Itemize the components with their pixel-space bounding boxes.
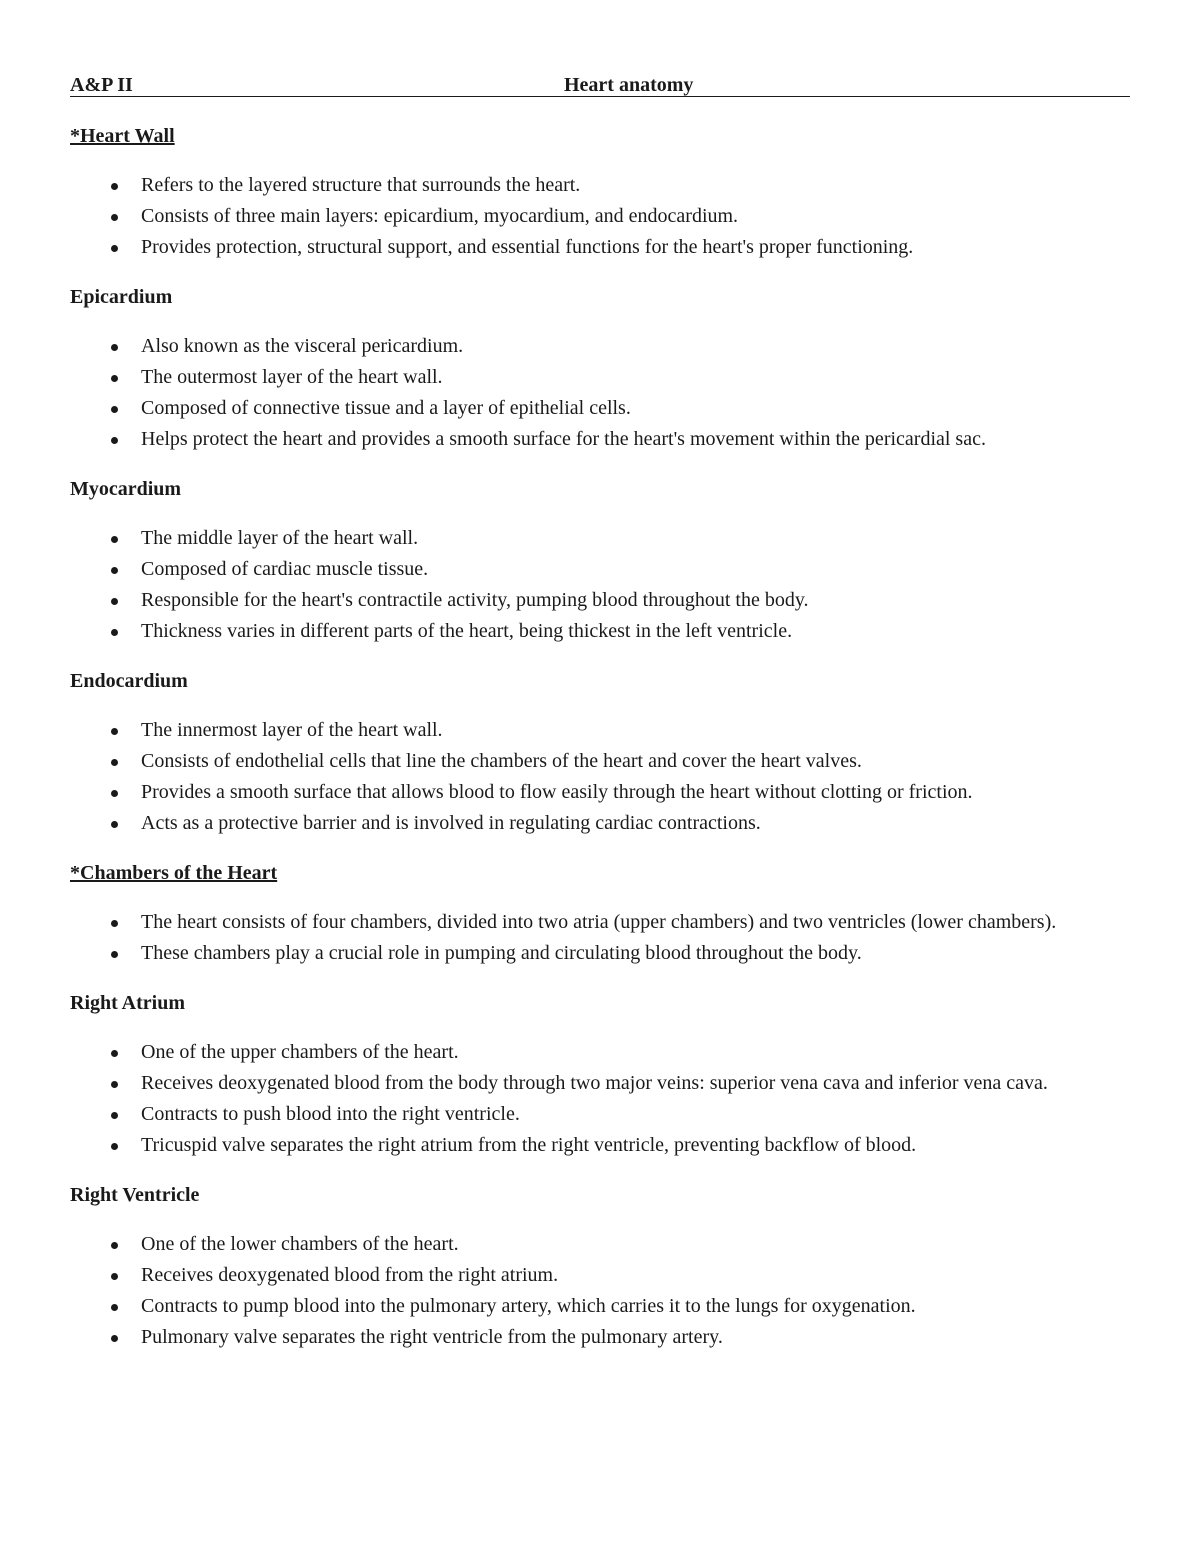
section	[70, 475, 1130, 667]
bullet-text: The outermost layer of the heart wall.	[141, 366, 443, 388]
bullet-dot-icon	[111, 1273, 118, 1280]
page-header	[70, 74, 1130, 97]
bullet-item	[70, 393, 1120, 424]
section	[70, 989, 1130, 1181]
bullet-dot-icon	[111, 1335, 118, 1342]
bullet-item	[70, 616, 1120, 647]
bullet-dot-icon	[111, 920, 118, 927]
bullet-list	[70, 331, 1130, 455]
bullet-dot-icon	[111, 245, 118, 252]
bullet-item	[70, 424, 1120, 455]
bullet-text: The heart consists of four chambers, divided into two atria (upper chambers) and two ventricles (lower chambers).	[141, 911, 1057, 933]
bullet-text: Refers to the layered structure that surrounds the heart.	[141, 174, 581, 196]
bullet-text: Contracts to pump blood into the pulmonary artery, which carries it to the lungs for oxygenation.	[141, 1295, 916, 1317]
bullet-text: The innermost layer of the heart wall.	[141, 719, 443, 741]
bullet-list	[70, 715, 1130, 839]
bullet-dot-icon	[111, 437, 118, 444]
bullet-item	[70, 1130, 1120, 1161]
bullet-item	[70, 808, 1120, 839]
bullet-item	[70, 715, 1120, 746]
bullet-dot-icon	[111, 1143, 118, 1150]
bullet-text: Tricuspid valve separates the right atrium from the right ventricle, preventing backflow of blood.	[141, 1134, 917, 1156]
section-heading: Epicardium	[70, 286, 173, 308]
bullet-dot-icon	[111, 951, 118, 958]
bullet-text: Thickness varies in different parts of the heart, being thickest in the left ventricle.	[141, 620, 793, 642]
bullet-item	[70, 1229, 1120, 1260]
bullet-item	[70, 907, 1120, 938]
bullet-text: Helps protect the heart and provides a smooth surface for the heart's movement within the pericardial sac.	[141, 428, 986, 450]
section-heading: Right Ventricle	[70, 1184, 200, 1206]
section	[70, 283, 1130, 475]
document-body	[70, 122, 1130, 1373]
bullet-text: Receives deoxygenated blood from the right atrium.	[141, 1264, 559, 1286]
section	[70, 122, 1130, 283]
section	[70, 667, 1130, 859]
bullet-text: Also known as the visceral pericardium.	[141, 335, 464, 357]
bullet-text: These chambers play a crucial role in pumping and circulating blood throughout the body.	[141, 942, 862, 964]
bullet-text: The middle layer of the heart wall.	[141, 527, 419, 549]
bullet-text: Consists of three main layers: epicardium, myocardium, and endocardium.	[141, 205, 739, 227]
bullet-item	[70, 1291, 1120, 1322]
bullet-text: Acts as a protective barrier and is involved in regulating cardiac contractions.	[141, 812, 761, 834]
bullet-item	[70, 232, 1120, 263]
bullet-item	[70, 554, 1120, 585]
bullet-dot-icon	[111, 1050, 118, 1057]
bullet-dot-icon	[111, 567, 118, 574]
bullet-dot-icon	[111, 821, 118, 828]
section-heading: *Heart Wall	[70, 125, 175, 147]
bullet-list	[70, 907, 1130, 969]
bullet-item	[70, 585, 1120, 616]
bullet-item	[70, 1037, 1120, 1068]
bullet-text: Contracts to push blood into the right ventricle.	[141, 1103, 520, 1125]
bullet-dot-icon	[111, 1304, 118, 1311]
section	[70, 859, 1130, 989]
bullet-item	[70, 746, 1120, 777]
page-title: Heart anatomy	[564, 74, 694, 96]
bullet-text: One of the upper chambers of the heart.	[141, 1041, 459, 1063]
bullet-dot-icon	[111, 759, 118, 766]
bullet-item	[70, 331, 1120, 362]
bullet-dot-icon	[111, 406, 118, 413]
bullet-text: Provides protection, structural support, and essential functions for the heart's proper functioning.	[141, 236, 914, 258]
bullet-text: Composed of cardiac muscle tissue.	[141, 558, 429, 580]
section-heading: Myocardium	[70, 478, 182, 500]
bullet-item	[70, 938, 1120, 969]
bullet-text: Pulmonary valve separates the right ventricle from the pulmonary artery.	[141, 1326, 723, 1348]
bullet-dot-icon	[111, 629, 118, 636]
course-label: A&P II	[70, 74, 133, 96]
bullet-item	[70, 1322, 1120, 1353]
bullet-text: Consists of endothelial cells that line the chambers of the heart and cover the heart valves.	[141, 750, 862, 772]
bullet-item	[70, 362, 1120, 393]
bullet-list	[70, 1037, 1130, 1161]
section-heading: Endocardium	[70, 670, 188, 692]
bullet-dot-icon	[111, 375, 118, 382]
section-heading: *Chambers of the Heart	[70, 862, 278, 884]
bullet-dot-icon	[111, 598, 118, 605]
bullet-item	[70, 1260, 1120, 1291]
section-heading: Right Atrium	[70, 992, 185, 1014]
bullet-dot-icon	[111, 1242, 118, 1249]
bullet-item	[70, 201, 1120, 232]
bullet-text: Receives deoxygenated blood from the body through two major veins: superior vena cava and inferior vena cava.	[141, 1072, 1048, 1094]
bullet-item	[70, 1068, 1120, 1099]
bullet-dot-icon	[111, 214, 118, 221]
bullet-dot-icon	[111, 183, 118, 190]
bullet-dot-icon	[111, 728, 118, 735]
bullet-item	[70, 1099, 1120, 1130]
bullet-dot-icon	[111, 344, 118, 351]
bullet-list	[70, 1229, 1130, 1353]
bullet-item	[70, 523, 1120, 554]
bullet-item	[70, 777, 1120, 808]
bullet-item	[70, 170, 1120, 201]
bullet-list	[70, 170, 1130, 263]
bullet-text: One of the lower chambers of the heart.	[141, 1233, 459, 1255]
bullet-dot-icon	[111, 790, 118, 797]
bullet-text: Provides a smooth surface that allows blood to flow easily through the heart without clotting or friction.	[141, 781, 973, 803]
section	[70, 1181, 1130, 1373]
bullet-dot-icon	[111, 1112, 118, 1119]
bullet-dot-icon	[111, 1081, 118, 1088]
bullet-text: Responsible for the heart's contractile activity, pumping blood throughout the body.	[141, 589, 809, 611]
bullet-text: Composed of connective tissue and a layer of epithelial cells.	[141, 397, 631, 419]
bullet-dot-icon	[111, 536, 118, 543]
bullet-list	[70, 523, 1130, 647]
